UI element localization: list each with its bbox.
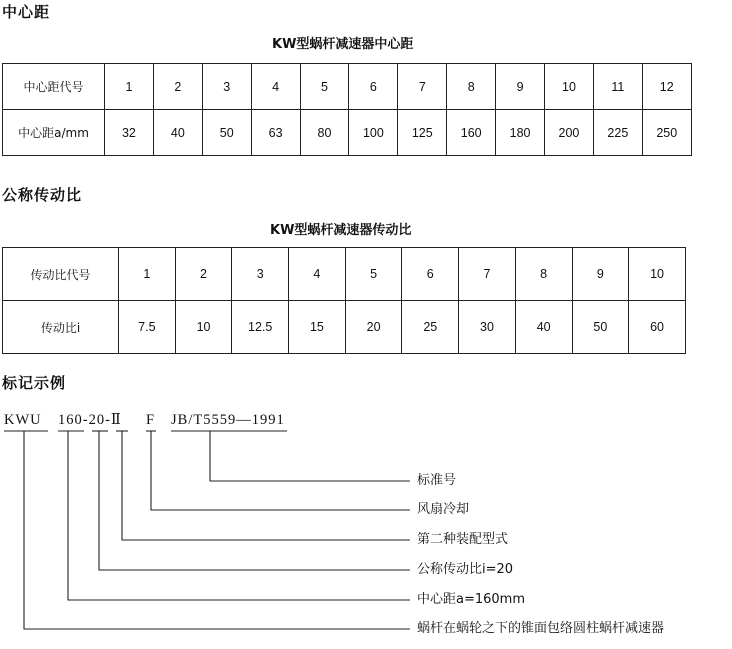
table-cell: 40	[153, 110, 202, 156]
row-label-code: 中心距代号	[3, 64, 105, 110]
table-cell: 5	[300, 64, 349, 110]
code-part-size-ratio-assembly: 160-20-Ⅱ	[58, 412, 122, 428]
table-cell: 50	[202, 110, 251, 156]
row-label-code: 传动比代号	[3, 248, 119, 301]
leader-fan	[151, 431, 410, 510]
table-cell: 7	[459, 248, 516, 301]
table-cell: 11	[593, 64, 642, 110]
row-label-value: 中心距a/mm	[3, 110, 105, 156]
table-cell: 32	[105, 110, 154, 156]
table-cell: 225	[593, 110, 642, 156]
table-cell: 2	[175, 248, 232, 301]
table-title-ratio: KW型蜗杆减速器传动比	[270, 223, 412, 238]
table-cell: 60	[629, 301, 686, 354]
section-heading-center-distance: 中心距	[2, 3, 51, 21]
leader-model	[24, 431, 410, 629]
label-reducer-type: 蜗杆在蜗轮之下的锥面包络圆柱蜗杆减速器	[417, 621, 665, 636]
table-cell: 12.5	[232, 301, 289, 354]
table-cell: 10	[629, 248, 686, 301]
table-cell: 9	[496, 64, 545, 110]
label-assembly-type: 第二种装配型式	[417, 532, 509, 547]
section-heading-ratio: 公称传动比	[2, 186, 83, 204]
table-cell: 80	[300, 110, 349, 156]
leader-assembly	[122, 431, 410, 540]
section-heading-marking-example: 标记示例	[2, 374, 67, 392]
table-cell: 4	[251, 64, 300, 110]
table-cell: 250	[642, 110, 691, 156]
table-cell: 25	[402, 301, 459, 354]
table-cell: 1	[119, 248, 176, 301]
table-cell: 7.5	[119, 301, 176, 354]
label-center-distance: 中心距a=160mm	[417, 592, 525, 607]
table-cell: 160	[447, 110, 496, 156]
table-cell: 9	[572, 248, 629, 301]
table-cell: 2	[153, 64, 202, 110]
table-cell: 4	[289, 248, 346, 301]
code-part-standard: JB/T5559—1991	[171, 412, 285, 428]
table-title-center-distance: KW型蜗杆减速器中心距	[272, 37, 414, 52]
label-fan-cooling: 风扇冷却	[417, 502, 470, 517]
table-cell: 200	[545, 110, 594, 156]
table-cell: 63	[251, 110, 300, 156]
code-part-fan: F	[146, 412, 156, 428]
table-cell: 180	[496, 110, 545, 156]
table-cell: 8	[515, 248, 572, 301]
table-cell: 1	[105, 64, 154, 110]
table-cell: 6	[349, 64, 398, 110]
table-cell: 8	[447, 64, 496, 110]
label-nominal-ratio: 公称传动比i=20	[417, 562, 514, 577]
leader-center-distance	[68, 431, 410, 600]
table-cell: 100	[349, 110, 398, 156]
table-cell: 6	[402, 248, 459, 301]
table-cell: 3	[232, 248, 289, 301]
code-part-model: KWU	[4, 412, 42, 428]
table-cell: 40	[515, 301, 572, 354]
table-cell: 12	[642, 64, 691, 110]
leader-standard	[210, 431, 410, 481]
table-cell: 7	[398, 64, 447, 110]
table-cell: 15	[289, 301, 346, 354]
table-cell: 5	[345, 248, 402, 301]
table-cell: 30	[459, 301, 516, 354]
table-cell: 3	[202, 64, 251, 110]
leader-ratio	[99, 431, 410, 570]
label-standard-number: 标准号	[417, 473, 457, 488]
table-cell: 10	[175, 301, 232, 354]
table-cell: 50	[572, 301, 629, 354]
table-cell: 10	[545, 64, 594, 110]
table-cell: 20	[345, 301, 402, 354]
row-label-value: 传动比i	[3, 301, 119, 354]
table-cell: 125	[398, 110, 447, 156]
